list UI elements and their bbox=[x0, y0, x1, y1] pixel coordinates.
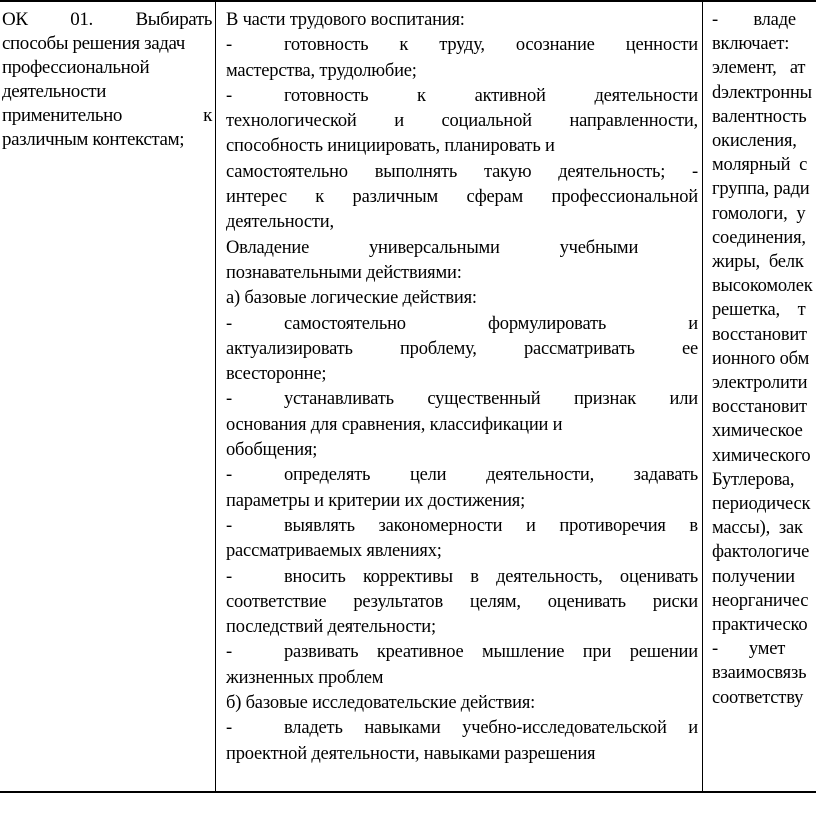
competency-line: различным контекстам; bbox=[2, 129, 185, 150]
word: различным bbox=[352, 187, 438, 208]
word: готовность bbox=[284, 35, 369, 56]
word: существенный bbox=[427, 389, 541, 410]
content-line: решетка, т bbox=[712, 300, 806, 321]
competency-line: способы решения задач bbox=[2, 33, 185, 54]
list-dash: - bbox=[226, 566, 232, 587]
word: деятельности bbox=[594, 85, 698, 106]
word: актуализировать bbox=[226, 338, 353, 359]
column-divider-1 bbox=[215, 0, 216, 792]
results-line bbox=[226, 185, 698, 210]
results-line bbox=[226, 590, 698, 615]
word: проблему, bbox=[399, 338, 477, 359]
content-line: Бутлерова, bbox=[712, 469, 795, 490]
results-line: В части трудового воспитания: bbox=[226, 10, 465, 30]
results-line: основания для сравнения, классификации и bbox=[226, 414, 563, 435]
word: выявлять bbox=[284, 515, 355, 536]
word: сферам bbox=[466, 187, 524, 208]
results-line: а) базовые логические действия: bbox=[226, 288, 477, 309]
competency-number: 01. bbox=[70, 9, 93, 30]
content-line: окисления, bbox=[712, 131, 797, 152]
results-line bbox=[226, 565, 698, 590]
word: к bbox=[399, 35, 409, 56]
competency-code: ОК bbox=[2, 9, 28, 30]
word: оценивать bbox=[619, 566, 698, 587]
list-dash: - bbox=[226, 515, 232, 536]
content-line: массы), зак bbox=[712, 518, 803, 539]
word: противоречия bbox=[559, 515, 666, 536]
results-line: рассматриваемых явлениях; bbox=[226, 541, 442, 562]
results-line bbox=[226, 109, 698, 134]
word: развивать bbox=[284, 642, 359, 663]
results-line: проектной деятельности, навыками разрешения bbox=[226, 743, 596, 764]
list-item-text bbox=[284, 312, 698, 337]
word: - bbox=[692, 161, 698, 182]
word: готовность bbox=[284, 85, 369, 106]
content-line: химическое bbox=[712, 421, 803, 442]
list-item-text bbox=[284, 640, 698, 665]
competency-cell bbox=[2, 8, 212, 152]
competency-line: деятельности bbox=[2, 81, 106, 102]
results-line: обобщения; bbox=[226, 440, 318, 461]
list-item-text bbox=[284, 716, 698, 741]
list-dash: - bbox=[226, 35, 232, 56]
content-line: - владе bbox=[712, 10, 796, 30]
list-dash: - bbox=[226, 313, 232, 334]
content-line: включает: bbox=[712, 34, 790, 55]
content-line: жиры, белк bbox=[712, 252, 804, 273]
content-line: восстановит bbox=[712, 397, 807, 418]
word: к bbox=[315, 187, 325, 208]
word: учебно-исследовательской bbox=[462, 718, 667, 739]
word: профессиональной bbox=[551, 187, 698, 208]
content-line: ионного обм bbox=[712, 348, 810, 369]
word: и bbox=[394, 111, 404, 132]
content-cell-clipped bbox=[712, 8, 816, 710]
word: интерес bbox=[226, 187, 287, 208]
results-line bbox=[226, 160, 698, 185]
content-line: соответству bbox=[712, 687, 804, 708]
content-line: dэлектронны bbox=[712, 82, 812, 103]
list-dash: - bbox=[226, 642, 232, 663]
content-line: фактологиче bbox=[712, 542, 810, 563]
results-line: жизненных проблем bbox=[226, 667, 384, 688]
word: Овладение bbox=[226, 237, 310, 258]
word: оценивать bbox=[547, 591, 626, 612]
word: универсальными bbox=[369, 237, 500, 258]
word: социальной bbox=[441, 111, 532, 132]
content-line: высокомолек bbox=[712, 276, 813, 297]
word: навыками bbox=[364, 718, 441, 739]
content-line: элемент, ат bbox=[712, 58, 806, 79]
content-line: группа, ради bbox=[712, 179, 810, 200]
column-divider-2 bbox=[702, 0, 703, 792]
word: в bbox=[470, 566, 479, 587]
results-line: всесторонне; bbox=[226, 364, 327, 385]
content-line: получении bbox=[712, 566, 795, 587]
word: осознание bbox=[515, 35, 595, 56]
content-line: - умет bbox=[712, 639, 786, 660]
word: задавать bbox=[633, 465, 698, 486]
word: труду, bbox=[439, 35, 485, 56]
word: устанавливать bbox=[284, 389, 394, 410]
word: ценности bbox=[625, 35, 698, 56]
table-bottom-border bbox=[0, 791, 816, 793]
content-line: восстановит bbox=[712, 324, 807, 345]
results-line: познавательными действиями: bbox=[226, 262, 462, 283]
word: ее bbox=[681, 338, 698, 359]
word: креативное bbox=[376, 642, 464, 663]
competency-line bbox=[2, 8, 212, 32]
word: результатов bbox=[353, 591, 443, 612]
word: решении bbox=[629, 642, 698, 663]
word: учебными bbox=[559, 237, 639, 258]
word: риски bbox=[652, 591, 698, 612]
results-cell bbox=[226, 8, 698, 767]
results-line bbox=[226, 514, 698, 539]
results-line: мастерства, трудолюбие; bbox=[226, 60, 417, 81]
results-line bbox=[226, 236, 698, 261]
word: или bbox=[669, 389, 698, 410]
results-line bbox=[226, 640, 698, 665]
list-item-text bbox=[284, 565, 698, 590]
results-line bbox=[226, 716, 698, 741]
content-line: периодическ bbox=[712, 494, 811, 515]
word: направленности, bbox=[569, 111, 698, 132]
results-line bbox=[226, 84, 698, 109]
word: деятельность; bbox=[558, 161, 666, 182]
results-line bbox=[226, 33, 698, 58]
word: определять bbox=[284, 465, 371, 486]
word: деятельность, bbox=[496, 566, 603, 587]
list-dash: - bbox=[226, 389, 232, 410]
word: закономерности bbox=[378, 515, 503, 536]
results-line: деятельности, bbox=[226, 212, 334, 233]
word: и bbox=[688, 718, 698, 739]
content-line: соединения, bbox=[712, 227, 806, 248]
word: цели bbox=[409, 465, 447, 486]
list-item-text bbox=[284, 33, 698, 58]
word: соответствие bbox=[226, 591, 327, 612]
word: выполнять bbox=[374, 161, 458, 182]
word: при bbox=[582, 642, 612, 663]
results-line bbox=[226, 312, 698, 337]
competency-line bbox=[2, 104, 212, 128]
list-dash: - bbox=[226, 465, 232, 486]
content-line: взаимосвязь bbox=[712, 663, 807, 684]
content-line: электролити bbox=[712, 373, 808, 394]
content-line: валентность bbox=[712, 106, 807, 127]
content-line: гомологи, у bbox=[712, 203, 806, 224]
list-dash: - bbox=[226, 85, 232, 106]
content-line: неорганичес bbox=[712, 590, 809, 611]
word: формулировать bbox=[488, 313, 607, 334]
word: вносить bbox=[284, 566, 346, 587]
list-item-text bbox=[284, 463, 698, 488]
word: признак bbox=[573, 389, 636, 410]
word: технологической bbox=[226, 111, 357, 132]
word: владеть bbox=[284, 718, 343, 739]
competency-line: профессиональной bbox=[2, 57, 150, 78]
word: коррективы bbox=[362, 566, 453, 587]
list-item-text bbox=[284, 514, 698, 539]
list-dash: - bbox=[226, 718, 232, 739]
word: самостоятельно bbox=[226, 161, 348, 182]
word: к bbox=[417, 85, 426, 106]
content-line: химического bbox=[712, 445, 811, 466]
word: в bbox=[689, 515, 698, 536]
word: деятельности, bbox=[486, 465, 594, 486]
results-line bbox=[226, 463, 698, 488]
word: такую bbox=[484, 161, 532, 182]
word: и bbox=[526, 515, 536, 536]
competency-word: применительно bbox=[2, 105, 122, 126]
list-item-text bbox=[284, 84, 698, 109]
table-top-border bbox=[0, 0, 816, 2]
results-line: способность инициировать, планировать и bbox=[226, 136, 555, 157]
results-line: параметры и критерии их достижения; bbox=[226, 490, 526, 511]
content-line: молярный с bbox=[712, 155, 808, 176]
list-item-text bbox=[284, 387, 698, 412]
word: целям, bbox=[469, 591, 521, 612]
word: мышление bbox=[482, 642, 565, 663]
word: самостоятельно bbox=[284, 313, 406, 334]
competency-word: Выбирать bbox=[135, 9, 212, 30]
word: активной bbox=[474, 85, 546, 106]
results-line: б) базовые исследовательские действия: bbox=[226, 693, 536, 714]
results-line: последствий деятельности; bbox=[226, 617, 436, 638]
results-line bbox=[226, 337, 698, 362]
competency-word: к bbox=[203, 105, 212, 126]
content-line: практическо bbox=[712, 615, 808, 636]
results-line bbox=[226, 387, 698, 412]
word: рассматривать bbox=[523, 338, 635, 359]
word: и bbox=[688, 313, 698, 334]
